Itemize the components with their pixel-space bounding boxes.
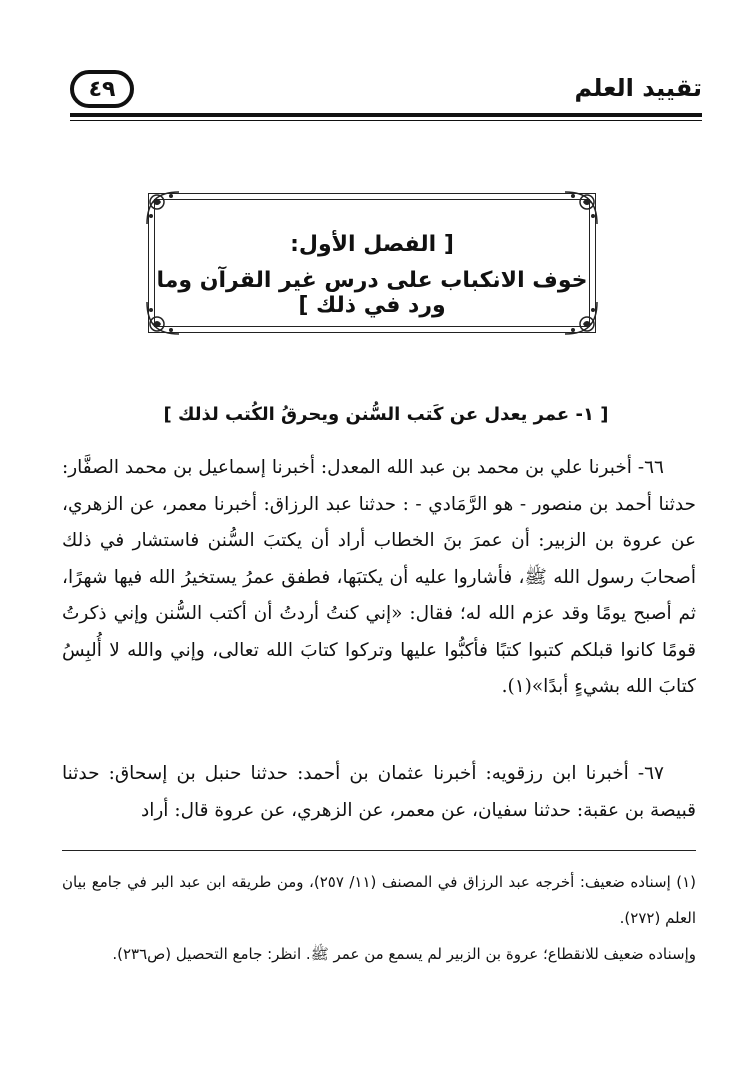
ornament-top-right-icon [561,188,601,228]
footnote-1: (١) إسناده ضعيف: أخرجه عبد الرزاق في المصنف (١١/ ٢٥٧)، ومن طريقه ابن عبد البر في جامع بيان العلم (٢٧٢). [62,873,697,927]
footnotes [62,864,696,972]
chapter-title: خوف الانكباب على درس غير القرآن وما ورد في ذلك ] [156,268,588,318]
footnote-1-continued: وإسناده ضعيف للانقطاع؛ عروة بن الزبير لم يسمع من عمر ﷺ. انظر: جامع التحصيل (ص٢٣٦). [112,945,696,963]
chapter-label: [ الفصل الأول: [290,232,454,257]
paragraph-text: ٦٦- أخبرنا علي بن محمد بن عبد الله المعدل: أخبرنا إسماعيل بن محمد الصفَّار: حدثنا أحمد بن منصور - هو الرَّمَادي - : حدثنا عبد الرزاق: أخبرنا معمر، عن الزهري، عن عروة بن الزبير: أن عمرَ بنَ الخطاب أراد أن يكتبَ السُّنن فاستشار في ذلك أصحابَ رسول الله ﷺ، فأشاروا عليه أن يكتبَها، فطفق عمرُ يستخيرُ الله فيها شهرًا، ثم أصبح يومًا وقد عزم الله له؛ فقال: «إني كنتُ أردتُ أن أكتب السُّنن وإني ذكرتُ قومًا كانوا قبلكم كتبوا كتبًا فأكبُّوا عليها وتركوا كتابَ الله تعالى، وإني والله لا أُلبِسُ كتابَ الله بشيءٍ أبدًا»(١). [62,457,696,697]
footnote-separator [62,850,696,851]
chapter-title-frame [148,193,596,333]
section-heading: [ ١- عمر يعدل عن كَتب السُّنن ويحرقُ الكُتب لذلك ] [163,404,609,425]
page-number: ٤٩ [70,70,134,108]
paragraph-67 [62,756,696,829]
paragraph-66 [62,450,696,706]
running-title: تقييد العلم [574,74,702,102]
header-rule-thin [70,120,702,121]
ornament-top-left-icon [143,188,183,228]
header-rule-thick [70,113,702,117]
paragraph-text: ٦٧- أخبرنا ابن رزقويه: أخبرنا عثمان بن أحمد: حدثنا حنبل بن إسحاق: حدثنا قبيصة بن عقبة: حدثنا سفيان، عن معمر، عن الزهري، عن عروة قال: أراد [62,763,696,821]
